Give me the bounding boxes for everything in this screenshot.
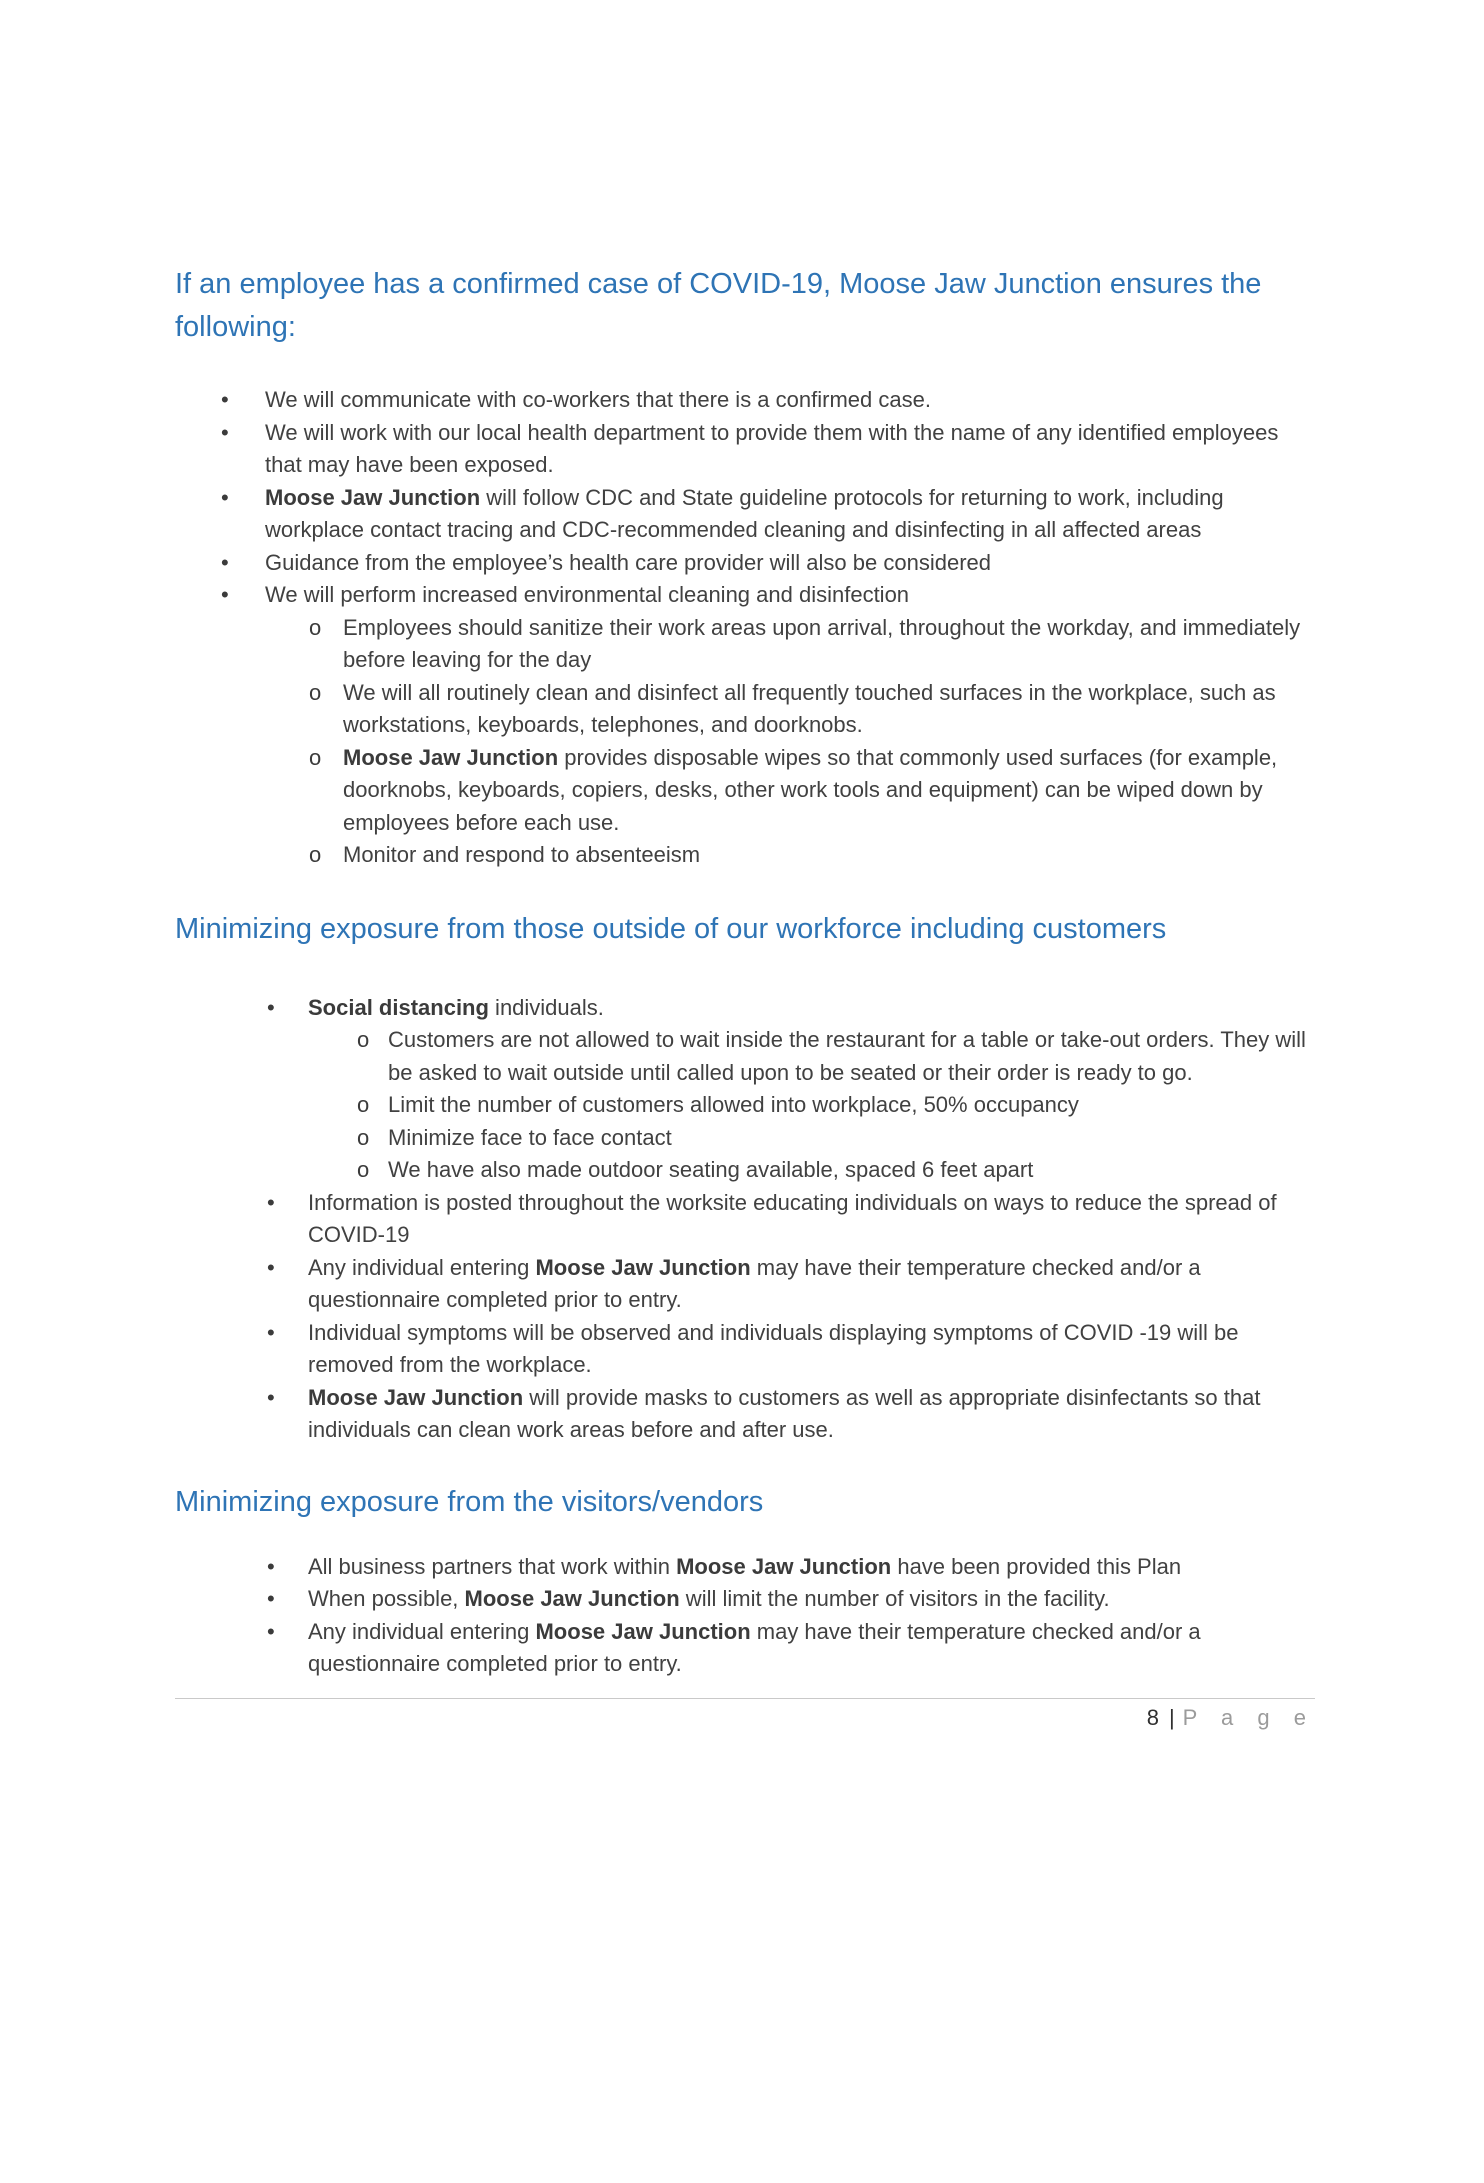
list-item	[175, 417, 1315, 482]
list-item	[175, 482, 1315, 547]
page-number: 8	[1146, 1704, 1159, 1730]
list-item	[175, 677, 1315, 742]
list-item	[175, 1122, 1315, 1155]
list-item	[175, 839, 1315, 872]
list-item-text: We have also made outdoor seating available, spaced 6 feet apart	[388, 1157, 1034, 1182]
list-item	[175, 1317, 1315, 1382]
page-footer	[175, 1703, 1315, 1733]
list-item-text: Moose Jaw Junction will follow CDC and State guideline protocols for returning to work, including workplace contact tracing and CDC-recommended cleaning and disinfecting in all affected areas	[265, 484, 1224, 542]
list-item	[175, 1616, 1315, 1681]
list-item-text: Minimize face to face contact	[388, 1124, 672, 1150]
section-heading-minimizing-customers: Minimizing exposure from those outside of our workforce including customers	[175, 912, 1167, 945]
bullet-circle-icon: o	[357, 1092, 370, 1117]
list-item-text: Employees should sanitize their work areas upon arrival, throughout the workday, and immediately before leaving for the day	[343, 614, 1301, 672]
list-item-text: Individual symptoms will be observed and individuals displaying symptoms of COVID -19 will be removed from the workplace.	[308, 1319, 1239, 1377]
list-item	[175, 1187, 1315, 1252]
section-heading-confirmed-case: If an employee has a confirmed case of COVID-19, Moose Jaw Junction ensures the following:	[175, 268, 1262, 343]
bullet-disc-icon: •	[267, 1586, 275, 1611]
list-item-text: Any individual entering Moose Jaw Junction may have their temperature checked and/or a questionnaire completed prior to entry.	[308, 1254, 1201, 1312]
list-item-text: Social distancing individuals.	[308, 994, 604, 1020]
list-item	[175, 742, 1315, 840]
list-item-text: We will work with our local health department to provide them with the name of any identified employees that may have been exposed.	[265, 419, 1279, 477]
document-page	[0, 263, 1484, 2183]
minimizing-customers-list	[175, 992, 1315, 1447]
list-item-text: Information is posted throughout the worksite educating individuals on ways to reduce the spread of COVID-19	[308, 1189, 1277, 1247]
list-item	[175, 1583, 1315, 1616]
confirmed-case-list	[175, 384, 1315, 872]
list-item	[175, 992, 1315, 1025]
bullet-disc-icon: •	[221, 387, 229, 412]
list-item-text: We will communicate with co-workers that there is a confirmed case.	[265, 387, 931, 412]
list-item-text: All business partners that work within Moose Jaw Junction have been provided this Plan	[308, 1553, 1182, 1579]
bullet-disc-icon: •	[221, 419, 229, 445]
list-item	[175, 1382, 1315, 1447]
bullet-disc-icon: •	[221, 484, 229, 510]
list-item	[175, 1154, 1315, 1187]
bullet-disc-icon: •	[267, 1189, 275, 1215]
bullet-circle-icon: o	[309, 679, 322, 705]
bullet-circle-icon: o	[309, 842, 322, 867]
bullet-disc-icon: •	[267, 994, 275, 1020]
bullet-disc-icon: •	[221, 582, 229, 607]
footer-divider	[175, 1698, 1315, 1699]
list-item-text: Moose Jaw Junction will provide masks to customers as well as appropriate disinfectants so that individuals can clean work areas before and after use.	[308, 1384, 1261, 1442]
bullet-circle-icon: o	[357, 1157, 370, 1182]
list-item	[175, 579, 1315, 612]
list-item-text: We will perform increased environmental cleaning and disinfection	[265, 582, 910, 607]
list-item	[175, 384, 1315, 417]
bullet-disc-icon: •	[267, 1618, 275, 1644]
list-item	[175, 1089, 1315, 1122]
list-item-text: When possible, Moose Jaw Junction will limit the number of visitors in the facility.	[308, 1586, 1110, 1611]
list-item-text: Limit the number of customers allowed into workplace, 50% occupancy	[388, 1092, 1079, 1117]
list-item-text: Customers are not allowed to wait inside the restaurant for a table or take-out orders. They will be asked to wait outside until called upon to be seated or their order is ready to go.	[388, 1027, 1306, 1085]
list-item	[175, 547, 1315, 580]
bullet-circle-icon: o	[357, 1027, 370, 1052]
list-item	[175, 1551, 1315, 1584]
visitors-vendors-list	[175, 1551, 1315, 1681]
list-item-text: Guidance from the employee’s health care provider will also be considered	[265, 549, 991, 575]
list-item-text: We will all routinely clean and disinfect all frequently touched surfaces in the workplace, such as workstations, keyboards, telephones, and doorknobs.	[343, 679, 1276, 737]
footer-separator: |	[1168, 1704, 1175, 1730]
bullet-circle-icon: o	[309, 744, 322, 770]
bullet-disc-icon: •	[267, 1553, 275, 1579]
list-item-text: Moose Jaw Junction provides disposable wipes so that commonly used surfaces (for example, doorknobs, keyboards, copiers, desks, other work tools and equipment) can be wiped down by employees before each use.	[343, 744, 1278, 835]
bullet-circle-icon: o	[357, 1124, 370, 1150]
bullet-disc-icon: •	[267, 1384, 275, 1410]
bullet-disc-icon: •	[221, 549, 229, 575]
list-item-text: Monitor and respond to absenteeism	[343, 842, 701, 867]
list-item	[175, 1024, 1315, 1089]
bullet-circle-icon: o	[309, 614, 322, 640]
bullet-disc-icon: •	[267, 1254, 275, 1280]
section-heading-minimizing-visitors-vendors: Minimizing exposure from the visitors/vendors	[175, 1485, 764, 1518]
list-item	[175, 1252, 1315, 1317]
list-item	[175, 612, 1315, 677]
list-item-text: Any individual entering Moose Jaw Junction may have their temperature checked and/or a questionnaire completed prior to entry.	[308, 1618, 1201, 1676]
bullet-disc-icon: •	[267, 1319, 275, 1345]
page-label: P a g e	[1182, 1704, 1315, 1730]
